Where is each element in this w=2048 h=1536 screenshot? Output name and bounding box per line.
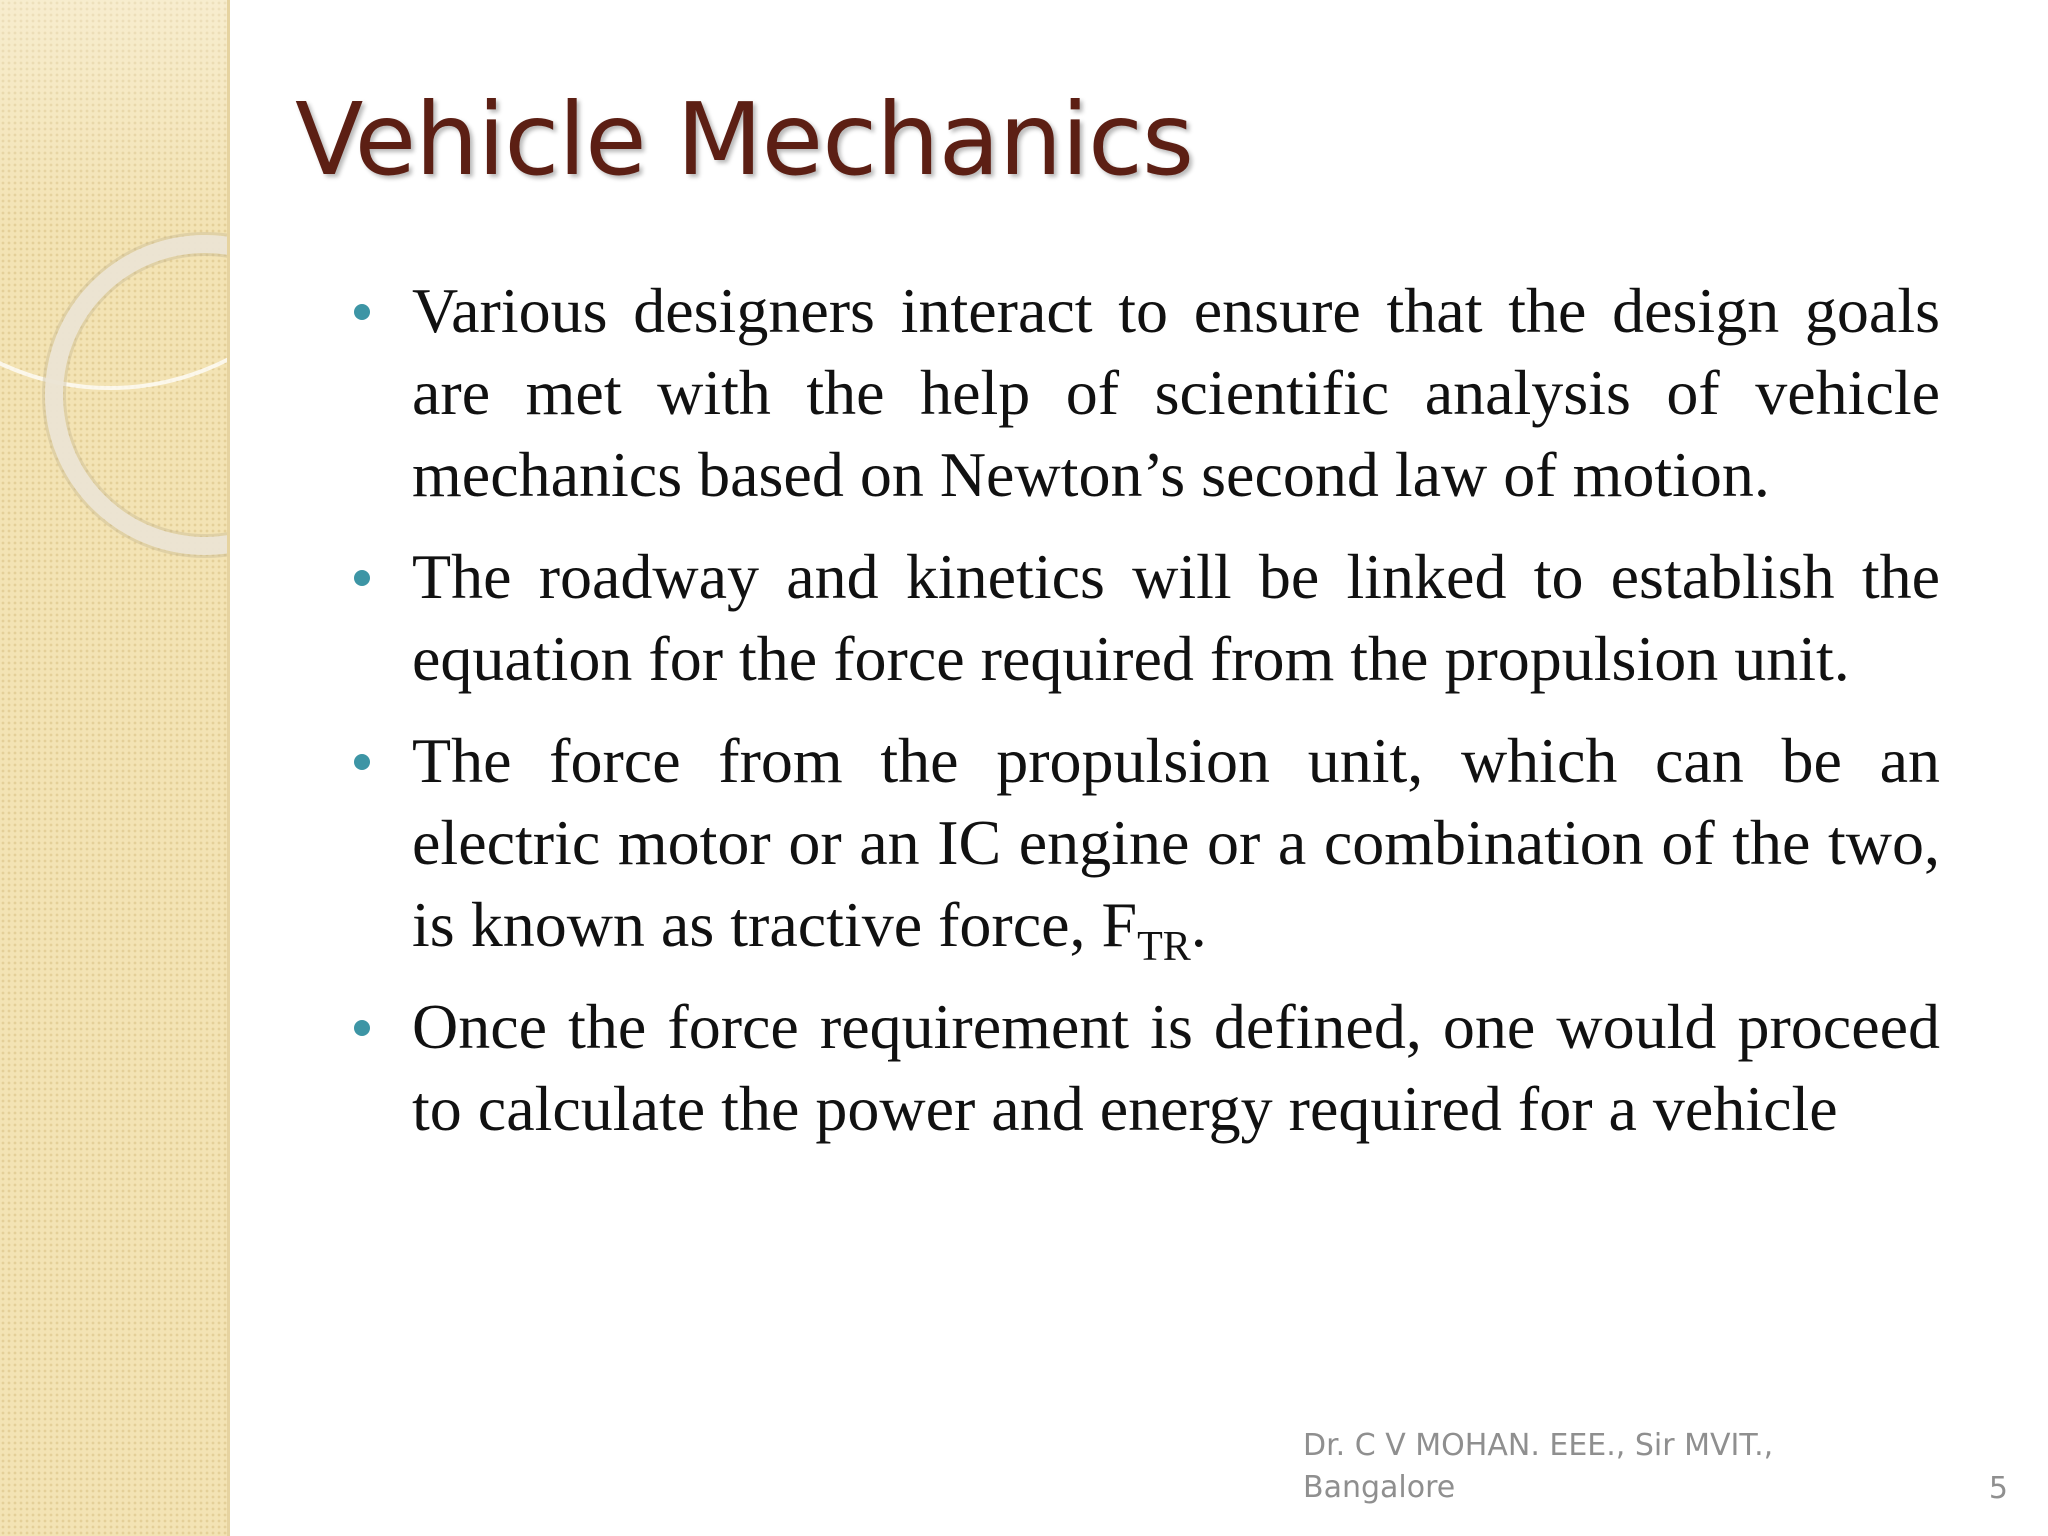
bullet-text-with-subscript: [412, 720, 1940, 970]
bullet-item: [340, 720, 1940, 970]
footer-line-1: Dr. C V MOHAN. EEE., Sir MVIT.,: [1303, 1428, 1774, 1463]
bullet-icon: [354, 570, 370, 586]
bullet-item: [340, 270, 1940, 516]
bullet-icon: [354, 754, 370, 770]
page-number: 5: [1988, 1471, 2008, 1506]
bullet-item: [340, 536, 1940, 700]
bullet-text-suffix: .: [1190, 889, 1207, 960]
bullet-list: [340, 270, 1940, 1150]
decorative-sidebar: [0, 0, 230, 1536]
bullet-icon: [354, 1020, 370, 1036]
bullet-icon: [354, 304, 370, 320]
footer-line-2: Bangalore: [1303, 1470, 1456, 1505]
bullet-text: Once the force requirement is defined, one would proceed to calculate the power and energy required for a vehicle: [412, 991, 1940, 1144]
subscript-tr: TR: [1137, 924, 1191, 970]
bullet-item: [340, 986, 1940, 1150]
footer-author: [1303, 1425, 1823, 1509]
bullet-text: The roadway and kinetics will be linked to establish the equation for the force required from the propulsion unit.: [412, 541, 1940, 694]
slide-body: [340, 270, 1940, 1420]
bullet-text-main: The force from the propulsion unit, which can be an electric motor or an IC engine or a combination of the two, is known as tractive force, F: [412, 725, 1940, 960]
bullet-text: Various designers interact to ensure that the design goals are met with the help of scientific analysis of vehicle mechanics based on Newton’s second law of motion.: [412, 275, 1940, 510]
slide-title: Vehicle Mechanics: [295, 81, 1194, 198]
